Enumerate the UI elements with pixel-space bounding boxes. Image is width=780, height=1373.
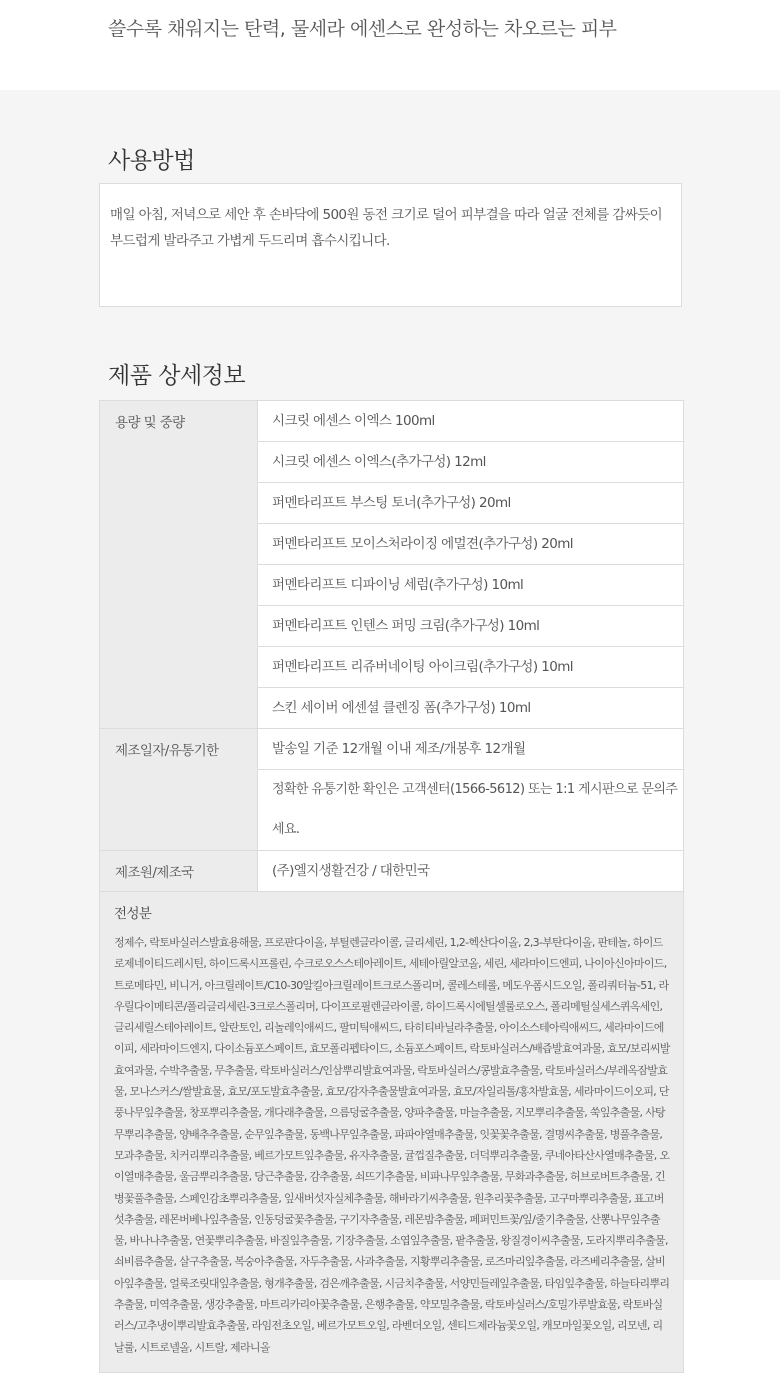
volume-item: 시크릿 에센스 이엑스 100ml xyxy=(258,401,684,442)
tagline: 쓸수록 채워지는 탄력, 물세라 에센스로 완성하는 차오르는 피부 xyxy=(108,18,617,40)
table-row xyxy=(100,729,684,770)
volume-item: 시크릿 에센스 이엑스(추가구성) 12ml xyxy=(258,442,684,483)
volume-item: 스킨 세이버 에센셜 클렌징 폼(추가구성) 10ml xyxy=(258,688,684,729)
usage-box xyxy=(99,183,682,307)
volume-item: 퍼멘타리프트 부스팅 토너(추가구성) 20ml xyxy=(258,483,684,524)
details-table xyxy=(99,400,684,1373)
table-row xyxy=(100,851,684,892)
table-row xyxy=(100,892,684,1373)
header-area xyxy=(0,0,780,90)
volume-item: 퍼멘타리프트 디파이닝 세럼(추가구성) 10ml xyxy=(258,565,684,606)
volume-label: 용량 및 중량 xyxy=(100,401,258,729)
date-item: 정확한 유통기한 확인은 고객센터(1566-5612) 또는 1:1 게시판으로 문의주세요. xyxy=(258,770,684,851)
date-label: 제조일자/유통기한 xyxy=(100,729,258,851)
usage-text: 매일 아침, 저녁으로 세안 후 손바닥에 500원 동전 크기로 덜어 피부결을 따라 얼굴 전체를 감싸듯이 부드럽게 발라주고 가볍게 두드리며 흡수시킵니다. xyxy=(110,207,663,249)
volume-item: 퍼멘타리프트 모이스처라이징 에멀젼(추가구성) 20ml xyxy=(258,524,684,565)
details-title: 제품 상세정보 xyxy=(108,363,246,389)
usage-title: 사용방법 xyxy=(108,148,195,174)
table-row xyxy=(100,401,684,442)
ingredients-cell xyxy=(100,892,684,1373)
volume-item: 퍼멘타리프트 리쥬버네이팅 아이크림(추가구성) 10ml xyxy=(258,647,684,688)
date-item: 발송일 기준 12개월 이내 제조/개봉후 12개월 xyxy=(258,729,684,770)
volume-item: 퍼멘타리프트 인텐스 퍼밍 크림(추가구성) 10ml xyxy=(258,606,684,647)
ingredients-text: 정제수, 락토바실러스발효용해물, 프로판다이올, 부틸렌글라이콜, 글리세린, 1,2-헥산다이올, 2,3-부탄다이올, 판테놀, 하이드로제네이티드레시틴, 하이드록시프롤린, 수크로오스스테아레이트, 세테아릴알코올, 세린, 세라마이드엔피, 나이아신아마이드, 트로메타민, 비니거, 아크릴레이트/C10-30알킬아크릴레이트크로스폴리머, 콜레스테롤, 메도우폼시드오일, 폴리쿼터늄-51, 라우릴다이메티콘/폴리글리세린-3크로스폴리머, 다이프로필렌글라이콜, 하이드록시에틸셀룰로오스, 폴리메틸실세스퀴옥세인, 글리세릴스테아레이트, 알란토인, 리놀레익애씨드, 팔미틱애씨드, 타히티바닐라추출물, 아이소스테아릭애씨드, 세라마이드에이피, 세라마이드엔지, 다이소듐포스페이트, 효모폴리펩타이드, 소듐포스페이트, 락토바실러스/배즙발효여과물, 효모/보리씨발효여과물, 수박추출물, 무추출물, 락토바실러스/인삼뿌리발효여과물, 락토바실러스/콩발효추출물, 락토바실러스/부레옥잠발효물, 모나스커스/쌀발효물, 효모/포도발효추출물, 효모/감자추출물발효여과물, 효모/자일리톨/홍차발효물, 세라마이드이오피, 단풍나무잎추출물, 창포뿌리추출물, 개다래추출물, 으름덩굴추출물, 양파추출물, 마늘추출물, 지모뿌리추출물, 쑥잎추출물, 사탕무뿌리추출물, 양배추추출물, 순무잎추출물, 동백나무잎추출물, 파파야열매추출물, 잇꽃꽃추출물, 결명씨추출물, 병풀추출물, 모과추출물, 치커리뿌리추출물, 베르가모트잎추출물, 유자추출물, 귤껍질추출물, 더덕뿌리추출물, 쿠네아타산사열매추출물, 오이열매추출물, 울금뿌리추출물, 당근추출물, 감추출물, 쇠뜨기추출물, 비파나무잎추출물, 무화과추출물, 허브로버트추출물, 긴병꽃풀추출물, 스페인감초뿌리추출물, 잎새버섯자실체추출물, 해바라기씨추출물, 원추리꽃추출물, 고구마뿌리추출물, 표고버섯추출물, 레몬버베나잎추출물, 인동덩굴꽃추출물, 구기자추출물, 레몬밤추출물, 페퍼민트꽃/잎/줄기추출물, 산뽕나무잎추출물, 바나나추출물, 연꽃뿌리추출물, 바질잎추출물, 기장추출물, 소엽잎추출물, 팥추출물, 왕질경이씨추출물, 도라지뿌리추출물, 쇠비름추출물, 살구추출물, 복숭아추출물, 자두추출물, 사과추출물, 지황뿌리추출물, 로즈마리잎추출물, 라즈베리추출물, 살비아잎추출물, 얼룩조릿대잎추출물, 형개추출물, 검은깨추출물, 시금치추출물, 서양민들레잎추출물, 타임잎추출물, 하늘타리뿌리추출물, 미역추출물, 생강추출물, 마트리카리아꽃추출물, 은행추출물, 약모밀추출물, 락토바실러스/호밀가루발효물, 락토바실러스/고추냉이뿌리발효추출물, 라임전초오일, 베르가모트오일, 라벤더오일, 센티드제라늄꽃오일, 캐모마일꽃오일, 리모넨, 리날룰, 시트로넬올, 시트랄, 제라니올 xyxy=(114,936,670,1354)
maker-label: 제조원/제조국 xyxy=(100,851,258,892)
ingredients-label: 전성분 xyxy=(114,906,152,922)
maker-value: (주)엘지생활건강 / 대한민국 xyxy=(258,851,684,892)
